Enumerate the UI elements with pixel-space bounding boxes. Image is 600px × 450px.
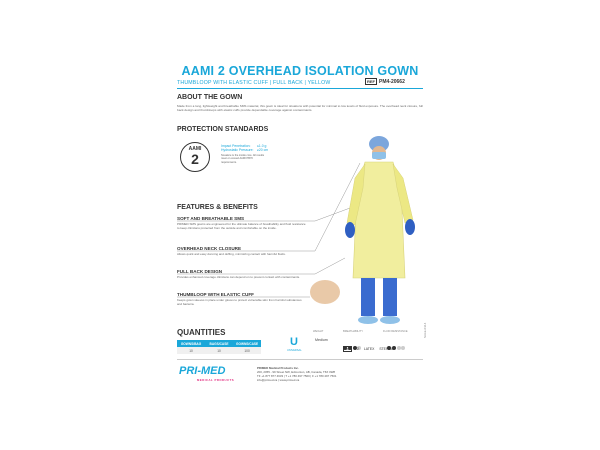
fluid-resistance-rating [387, 337, 406, 355]
product-sheet [165, 58, 435, 408]
column-header: GOWNS/CASE [233, 340, 261, 347]
feature-title: OVERHEAD NECK CLOSURE [177, 246, 242, 251]
company-address: 200, 2055 - 99 Street NW, Edmonton, AB, Canada, T6X 0W8 [257, 370, 336, 374]
column-header: BAGS/CASE [205, 340, 233, 347]
company-web: info@primed.ca | www.primed.ca [257, 378, 300, 382]
column-header: GOWNS/BAG [177, 340, 205, 347]
table-row [177, 347, 261, 354]
about-text: Made from a long, lightweight and breathable SMS material, this gown is ideal for situations with potential for minimal to low levels of fluid exposure. The overhead neck closure, full back design and thumbloops with elastic cuffs provide dependable coverage against contaminants. [177, 104, 423, 113]
company-contact: TF +1 877 877 4633 | T +1 780 497 7500 | F +1 780 497 7501 [257, 374, 337, 378]
feature-title: SOFT AND BREATHABLE SMS [177, 216, 245, 221]
company-name: PRIMED Medical Products Inc. [257, 366, 299, 370]
page-title: AAMI 2 OVERHEAD ISOLATION GOWN [181, 64, 419, 78]
no-latex-icon: NO [345, 347, 351, 351]
gown-photo [335, 128, 425, 328]
aami-level: 2 [191, 151, 199, 167]
table-cell: 10 [205, 347, 233, 354]
feature-text: Keeps gown sleeves in place under gloves to protect vulnerable skin from harmful substances and bacteria. [177, 298, 302, 306]
about-heading: ABOUT THE GOWN [177, 94, 243, 101]
table-cell: 10 [177, 347, 205, 354]
quantities-table [177, 340, 261, 354]
features-heading: FEATURES & BENEFITS [177, 204, 258, 211]
protection-heading: PROTECTION STANDARDS [177, 126, 269, 133]
ref-icon: REF [367, 79, 375, 84]
protection-note: Novalere is the inside core. All results meet or exceed AAMI PB70 requirements. [221, 154, 265, 164]
breathability-label: BREATHABILITY [343, 330, 363, 333]
feature-title: FULL BACK DESIGN [177, 269, 223, 274]
impact-label: Impact Penetration: [221, 144, 251, 148]
primed-logo-sub: MEDICAL PRODUCTS [197, 378, 235, 382]
primed-logo: PRI-MED [179, 365, 226, 377]
feature-text: PRIMED SMS gowns are engineered for the ultimate balance of breathability and fluid resistance to keep clinicians protected from the outside and comfortable on the inside. [177, 222, 306, 230]
feature-title: THUMBLOOP WITH ELASTIC CUFF [177, 292, 254, 297]
quantities-heading: QUANTITIES [177, 328, 226, 337]
hydrostatic-label: Hydrostatic Pressure: [221, 148, 254, 152]
table-cell: 100 [233, 347, 261, 354]
hydrostatic-value: ≥20 cm [257, 148, 269, 152]
non-sterile-icon: STERILE [379, 347, 394, 351]
fluid-resistance-label: FLUID RESISTANCE [383, 330, 408, 333]
latex-free-icon: LATEX [363, 347, 375, 351]
page-subtitle: THUMBLOOP WITH ELASTIC CUFF | FULL BACK | YELLOW [177, 80, 331, 86]
impact-value: ≤1.0 g [257, 144, 267, 148]
feature-text: Allows quick and easy donning and doffing, minimizing contact with harmful fluids. [177, 252, 286, 256]
universal-size-label: UNIVERSAL [287, 349, 302, 352]
document-code: SALE-0314 [423, 322, 427, 338]
universal-size-icon: U [290, 336, 298, 348]
compliance-icons [343, 347, 393, 351]
feature-text: Provides enhanced coverage clinicians can depend on to prevent contact with contaminants. [177, 275, 300, 279]
single-use-icon: 2 [357, 347, 359, 351]
aami-label: AAMI [188, 146, 202, 152]
footer-divider [177, 359, 423, 360]
weight-label: WEIGHT [313, 330, 324, 333]
weight-value: Medium [315, 338, 328, 342]
product-code-value: PM4-20662 [379, 79, 405, 85]
table-header-row [177, 340, 261, 347]
